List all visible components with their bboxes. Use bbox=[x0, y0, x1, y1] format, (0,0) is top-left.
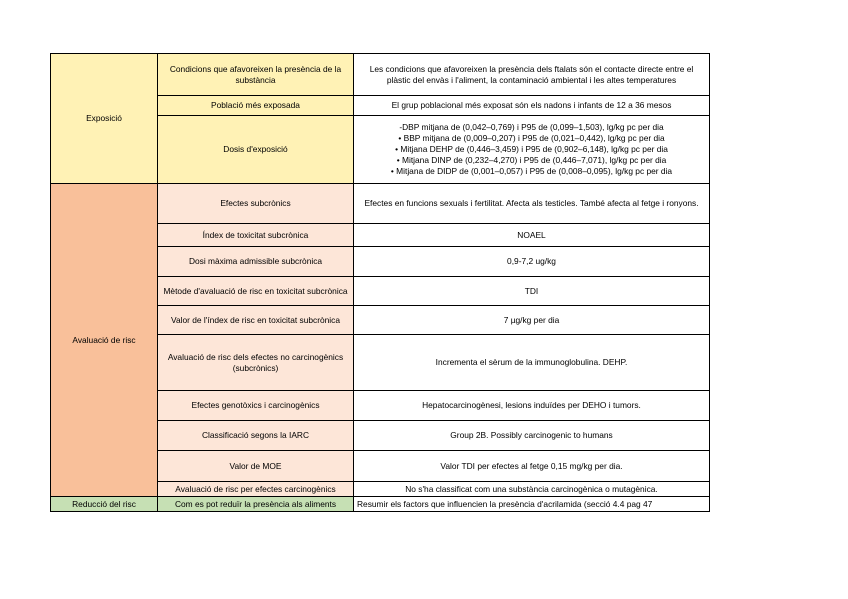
label-iarc: Classificació segons la IARC bbox=[158, 421, 354, 451]
label-population: Població més exposada bbox=[158, 96, 354, 116]
label-index-value: Valor de l'índex de risc en toxicitat subcrònica bbox=[158, 306, 354, 335]
label-subchronic-effects: Efectes subcrònics bbox=[158, 184, 354, 224]
dose-line-didp: • Mitjana de DIDP de (0,001–0,057) i P95 de (0,008–0,095), lg/kg pc per dia bbox=[390, 165, 673, 176]
value-genotoxic: Hepatocarcinogènesi, lesions induïdes per DEHO i tumors. bbox=[354, 391, 710, 421]
value-reduction: Resumir els factors que influencien la presència d'acrilamida (secció 4.4 pag 47 bbox=[354, 497, 710, 512]
value-dose bbox=[354, 116, 710, 184]
label-moe: Valor de MOE bbox=[158, 451, 354, 482]
label-reduction: Com es pot reduïr la presència als aliments bbox=[158, 497, 354, 512]
label-non-carcinogenic: Avaluació de risc dels efectes no carcinogènics (subcrònics) bbox=[158, 335, 354, 391]
label-method: Mètode d'avaluació de risc en toxicitat subcrònica bbox=[158, 277, 354, 306]
value-carcinogenic-assessment: No s'ha classificat com una substància carcinogènica o mutagènica. bbox=[354, 482, 710, 497]
label-conditions: Condicions que afavoreixen la presència de la substància bbox=[158, 54, 354, 96]
value-iarc: Group 2B. Possibly carcinogenic to humans bbox=[354, 421, 710, 451]
label-subchronic-index: Índex de toxicitat subcrònica bbox=[158, 224, 354, 247]
value-method: TDI bbox=[354, 277, 710, 306]
section-risk-reduction: Reducció del risc bbox=[51, 497, 158, 512]
value-non-carcinogenic: Incrementa el sèrum de la immunoglobulina. DEHP. bbox=[354, 335, 710, 391]
dose-line-dehp: • Mitjana DEHP de (0,446–3,459) i P95 de (0,902–6,148), lg/kg pc per dia bbox=[395, 144, 668, 155]
value-subchronic-effects: Efectes en funcions sexuals i fertilitat. Afecta als testicles. També afecta al fetge i ronyons. bbox=[354, 184, 710, 224]
value-population: El grup poblacional més exposat són els nadons i infants de 12 a 36 mesos bbox=[354, 96, 710, 116]
label-max-dose: Dosi màxima admissible subcrònica bbox=[158, 247, 354, 277]
risk-summary-table bbox=[50, 53, 710, 512]
table-row bbox=[51, 497, 710, 512]
section-risk-assessment: Avaluació de risc bbox=[51, 184, 158, 497]
dose-line-dinp: • Mitjana DINP de (0,232–4,270) i P95 de (0,446–7,071), lg/kg pc per dia bbox=[396, 154, 667, 165]
label-carcinogenic-assessment: Avaluació de risc per efectes carcinogènics bbox=[158, 482, 354, 497]
value-index-value: 7 µg/kg per dia bbox=[354, 306, 710, 335]
section-exposure: Exposició bbox=[51, 54, 158, 184]
value-subchronic-index: NOAEL bbox=[354, 224, 710, 247]
table-row bbox=[51, 54, 710, 96]
label-genotoxic: Efectes genotòxics i carcinogènics bbox=[158, 391, 354, 421]
table-row bbox=[51, 184, 710, 224]
label-dose: Dosis d'exposició bbox=[158, 116, 354, 184]
dose-line-dbp: -DBP mitjana de (0,042–0,769) i P95 de (0,099–1,503), lg/kg pc per dia bbox=[399, 122, 664, 133]
value-max-dose: 0,9-7,2 ug/kg bbox=[354, 247, 710, 277]
value-conditions: Les condicions que afavoreixen la presència dels ftalats són el contacte directe entre el plàstic del envàs i l'aliment, la contaminació ambiental i les altes temperatures bbox=[354, 54, 710, 96]
value-moe: Valor TDI per efectes al fetge 0,15 mg/kg per dia. bbox=[354, 451, 710, 482]
dose-line-bbp: • BBP mitjana de (0,009–0,207) i P95 de (0,021–0,442), lg/kg pc per dia bbox=[398, 133, 665, 144]
